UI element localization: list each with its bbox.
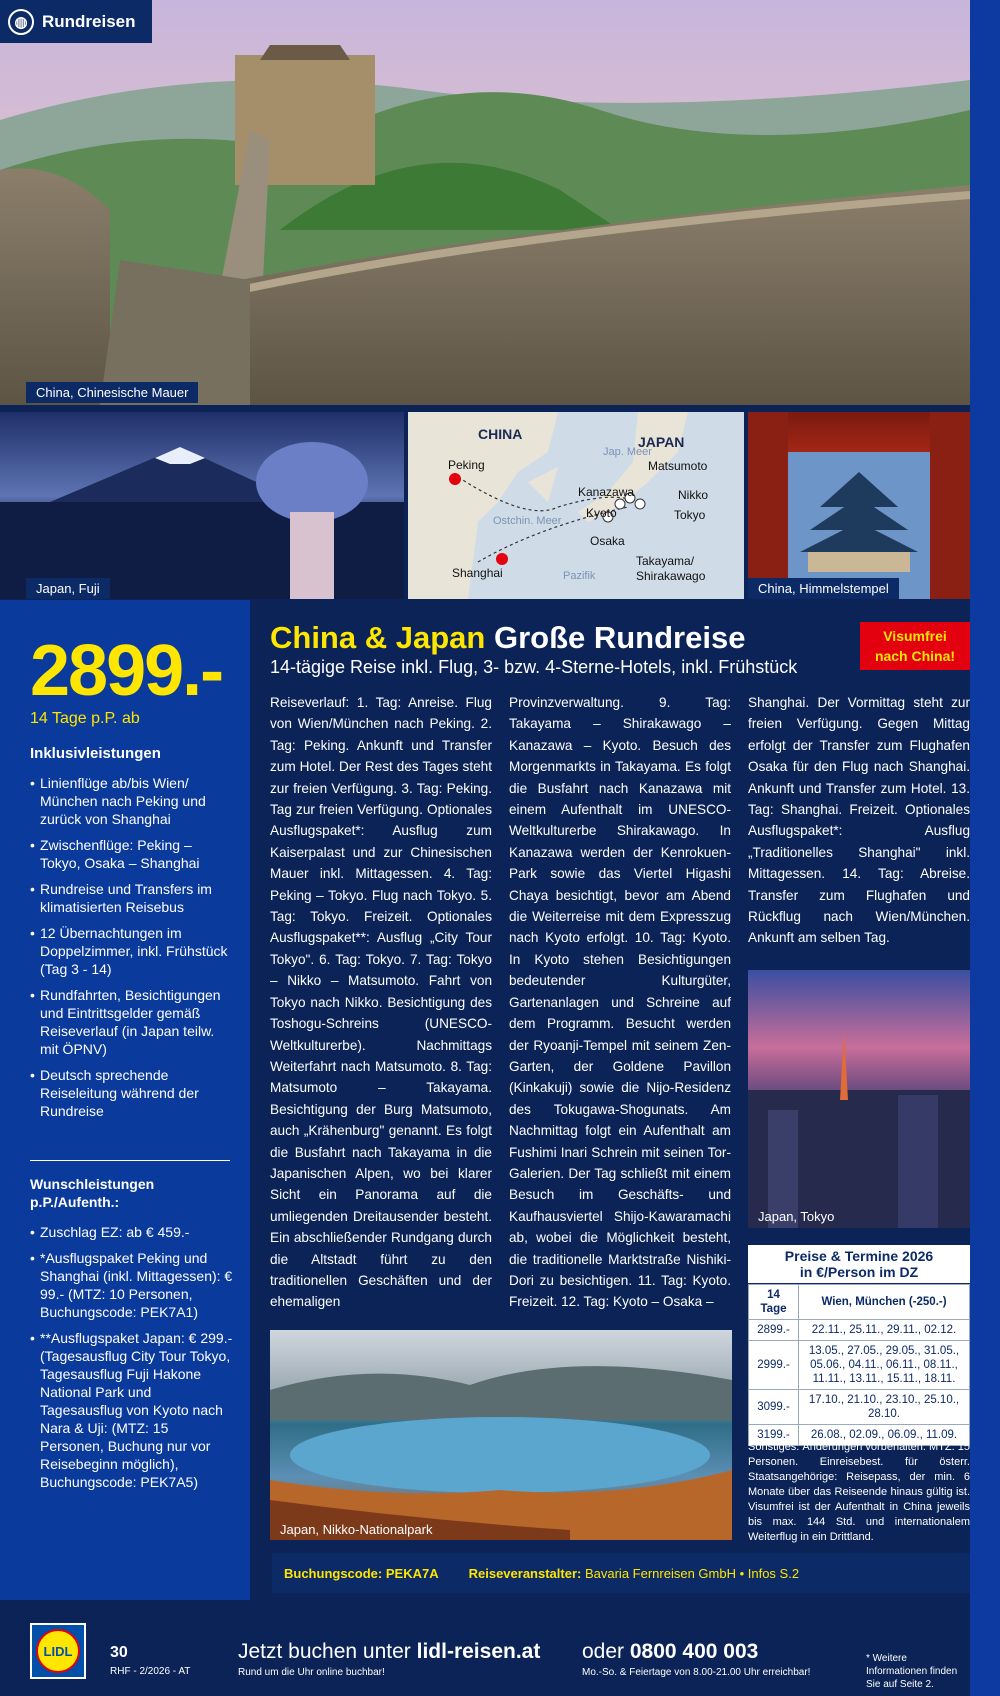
- phone-line: [582, 1640, 758, 1664]
- website-link[interactable]: lidl-reisen.at: [416, 1640, 541, 1663]
- extras-block: [30, 1175, 235, 1499]
- col-header-departure: Wien, München (-250.-): [799, 1285, 970, 1320]
- table-row: [749, 1320, 970, 1341]
- footer-info: * Weitere Informationen finden Sie auf Seite 2.: [866, 1653, 958, 1690]
- map-label-pazifik: Pazifik: [563, 570, 596, 582]
- inclusion-item: • Rundreise und Transfers im klimatisierten Reisebus: [30, 880, 235, 916]
- photo-temple: [748, 412, 970, 599]
- booking-code-group: [284, 1566, 439, 1581]
- map-city-nikko: Nikko: [678, 488, 709, 502]
- map-city-osaka: Osaka: [590, 534, 625, 548]
- tour-title: [270, 620, 745, 656]
- itinerary-col-2: Provinzverwaltung. 9. Tag: Takayama – Shirakawago – Kanazawa – Kyoto. Besuch des Morgenmarkts in Takayama. Es folgt die Busfahrt nach Kanazawa mit einem Aufenthalt im UNESCO-Weltkulturerbe Shirakawago. In Kanazawa werden der Kenrokuen-Park sowie das Viertel Higashi Chaya besichtigt, bevor am Abend die Weiterreise mit dem Expresszug nach Kyoto erfolgt. 10. Tag: Kyoto. In Kyoto stehen Besichtigungen bedeutender Kulturgüter, Gartenanlagen und Schreine auf dem Programm. Besucht werden der Ryoanji-Tempel mit seinem Zen-Garten, der Goldene Pavillon (Kinkakuji) sowie die Nijo-Residenz des Tokugawa-Shogunats. Am Nachmittag folgt ein Aufenthalt am Fushimi Inari Schrein mit seinen Tor-Galerien. Der Tag schließt mit einem Besuch im Geschäfts- und Kaufhausviertel Shijo-Kawaramachi ab, wobei die Möglichkeit besteht, die traditionelle Marktstraße Nishiki-Dori zu besichtigen. 11. Tag: Kyoto. Freizeit. 12. Tag: Kyoto – Osaka –: [509, 695, 731, 1310]
- table-header-row: [749, 1285, 970, 1320]
- row-price: 2999.-: [749, 1341, 799, 1390]
- map-city-kyoto: Kyoto: [586, 506, 617, 520]
- operator-group: [469, 1566, 799, 1581]
- edition-code: RHF - 2/2026 - AT: [110, 1666, 191, 1677]
- table-row: [749, 1341, 970, 1390]
- prices-subtitle: in €/Person im DZ: [799, 1264, 919, 1280]
- map-city-kanazawa: Kanazawa: [578, 485, 635, 499]
- price-amount: 2899.-: [30, 631, 223, 711]
- row-price: 3199.-: [749, 1425, 799, 1446]
- map-city-takayama: Takayama/ Shirakawago: [636, 554, 706, 583]
- booking-code: PEKA7A: [385, 1565, 439, 1581]
- visa-badge-line2: nach China!: [874, 648, 956, 664]
- row-dates: 22.11., 25.11., 29.11., 02.12.: [799, 1320, 970, 1341]
- table-row: [749, 1390, 970, 1425]
- divider: [30, 1160, 230, 1161]
- caption-temple: China, Himmelstempel: [748, 578, 899, 599]
- caption-tokyo: Japan, Tokyo: [758, 1209, 835, 1224]
- tour-title-part2: Große Rundreise: [493, 620, 746, 655]
- row-dates: 26.08., 02.09., 06.09., 11.09.: [799, 1425, 970, 1446]
- caption-hero: China, Chinesische Mauer: [26, 382, 198, 403]
- section-label: Rundreisen: [42, 11, 136, 31]
- prices-grid: [748, 1284, 970, 1446]
- prices-table: [748, 1245, 970, 1446]
- row-dates: 13.05., 27.05., 29.05., 31.05., 05.06., 04.11., 06.11., 08.11., 11.11., 13.11., 15.11., 18.11.: [799, 1341, 970, 1390]
- temple-illustration: [748, 412, 970, 599]
- photo-fuji: [0, 412, 404, 599]
- phone-prefix: oder: [582, 1640, 625, 1663]
- itinerary-col-1: Reiseverlauf: 1. Tag: Anreise. Flug von Wien/München nach Peking. 2. Tag: Peking. Ankunft und Transfer zum Hotel. Der Rest des Tages steht zur freien Verfügung. 3. Tag: Peking. Tag zur freien Verfügung. Optionales Ausflugspaket*: Ausflug zum Kaiserpalast und zur Chinesischen Mauer inkl. Mittagessen. 4. Tag: Peking – Tokyo. Flug nach Tokyo. 5. Tag: Tokyo. Freizeit. Optionales Ausflugspaket**: Ausflug „City Tour Tokyo". 6. Tag: Tokyo. 7. Tag: Tokyo – Nikko – Matsumoto. Fahrt von Tokyo nach Nikko. Besichtigung des Toshogu-Schreins (UNESCO-Weltkulturerbe). Nachmittags Weiterfahrt nach Matsumoto. 8. Tag: Matsumoto – Takayama. Besichtigung der Burg Matsumoto, auch „Krähenburg" genannt. Es folgt die Busfahrt nach Takayama in die Japanischen Alpen, wo bei klarer Sicht ein Panorama auf die umliegenden Dreitausender besteht. Ein abschließender Rundgang durch die Altstadt führt zu den traditionellen Geschäften und der ehemaligen: [270, 695, 492, 1310]
- tour-title-part1: China & Japan: [270, 620, 486, 655]
- inclusions-list: [30, 774, 235, 1120]
- book-text: Jetzt buchen unter: [238, 1640, 411, 1663]
- tokyo-illustration: [748, 970, 970, 1228]
- prices-table-title: [748, 1245, 970, 1284]
- map-city-tokyo: Tokyo: [674, 508, 706, 522]
- extras-heading: Wunschleistungen p.P./Aufenth.:: [30, 1176, 155, 1210]
- visa-badge-line1: Visumfrei: [883, 628, 947, 644]
- extra-item: • *Ausflugspaket Peking und Shanghai (inkl. Mittagessen): € 99.- (MTZ: 10 Personen, Buchungscode: PEK7A1): [30, 1249, 235, 1321]
- extras-list: [30, 1223, 235, 1491]
- book-online-sub: Rund um die Uhr online buchbar!: [238, 1667, 385, 1678]
- inclusion-item: • Zwischenflüge: Peking – Tokyo, Osaka – Shanghai: [30, 836, 235, 872]
- page-number: 30: [110, 1644, 128, 1661]
- inclusion-item: • Rundfahrten, Besichtigungen und Eintrittsgelder gemäß Reiseverlauf (in Japan teilw. mit ÖPNV): [30, 986, 235, 1058]
- price-note: 14 Tage p.P. ab: [30, 710, 140, 727]
- fuji-illustration: [0, 412, 404, 599]
- itinerary-col-3: Shanghai. Der Vormittag steht zur freien Verfügung. Gegen Mittag erfolgt der Transfer zum Flughafen Osaka für den Flug nach Shanghai. Ankunft und Transfer zum Hotel. 13. Tag: Shanghai. Freizeit. Optionales Ausflugspaket*: Ausflug „Traditionelles Shanghai" inkl. Mittagessen. 14. Tag: Abreise. Transfer zum Flughafen und Rückflug nach Wien/München. Ankunft am selben Tag.: [748, 695, 970, 946]
- caption-fuji: Japan, Fuji: [26, 578, 110, 599]
- extra-item: • **Ausflugspaket Japan: € 299.- (Tagesausflug City Tour Tokyo, Tagesausflug Fuji Hakone National Park und Tagesausflug von Kyoto nach Nara & Uji: (MTZ: 15 Personen, Buchung nur vor Reisebeginn möglich), Buchungscode: PEK7A5): [30, 1329, 235, 1491]
- prices-title: Preise & Termine 2026: [784, 1248, 934, 1264]
- photo-tokyo: [748, 970, 970, 1228]
- tour-subtitle: 14-tägige Reise inkl. Flug, 3- bzw. 4-Sterne-Hotels, inkl. Frühstück: [270, 657, 798, 677]
- book-online-line: [238, 1640, 540, 1664]
- map-label-china: CHINA: [478, 426, 523, 442]
- inclusion-item: • Deutsch sprechende Reiseleitung während der Rundreise: [30, 1066, 235, 1120]
- inclusion-item: • 12 Übernachtungen im Doppelzimmer, inkl. Frühstück (Tag 3 - 14): [30, 924, 235, 978]
- caption-nikko: Japan, Nikko-Nationalpark: [280, 1522, 433, 1537]
- inclusion-item: • Linienflüge ab/bis Wien/ München nach Peking und zurück von Shanghai: [30, 774, 235, 828]
- col-header-duration: 14 Tage: [749, 1285, 799, 1320]
- great-wall-illustration: [0, 0, 970, 405]
- visa-free-badge: [860, 622, 970, 670]
- booking-bar: [272, 1553, 970, 1593]
- right-edge-strip: [970, 0, 1000, 1696]
- map-city-shanghai: Shanghai: [452, 566, 503, 580]
- map-label-japan: JAPAN: [638, 434, 685, 450]
- lidl-logo[interactable]: [30, 1623, 86, 1679]
- booking-code-label: Buchungscode:: [284, 1565, 383, 1581]
- operator-name: Bavaria Fernreisen GmbH • Infos S.2: [584, 1565, 800, 1581]
- map-label-ostchin-meer: Ostchin. Meer: [493, 515, 562, 527]
- photo-nikko: [270, 1330, 732, 1540]
- phone-number[interactable]: 0800 400 003: [629, 1640, 759, 1663]
- map-label-jap-meer: Jap. Meer: [603, 446, 652, 458]
- row-price: 3099.-: [749, 1390, 799, 1425]
- map-city-matsumoto: Matsumoto: [648, 459, 708, 473]
- inclusions-heading: Inklusivleistungen: [30, 745, 161, 762]
- row-price: 2899.-: [749, 1320, 799, 1341]
- globe-icon: ◍: [8, 9, 34, 35]
- section-badge: [0, 0, 152, 43]
- operator-label: Reiseveranstalter:: [468, 1565, 582, 1581]
- row-dates: 17.10., 21.10., 23.10., 25.10., 28.10.: [799, 1390, 970, 1425]
- nikko-illustration: [270, 1330, 732, 1540]
- misc-notes: Sonstiges: Änderungen vorbehalten. MTZ: 15 Personen. Einreisebest. für österr. Staatsangehörige: Reisepass, der min. 6 Monate über das Reiseende hinaus gültig ist. Visumfrei ist der Aufenthalt in China jeweils bis max. 144 Std. und internationalem Weiterflug in ein Drittland.: [748, 1441, 970, 1543]
- hero-photo-great-wall: [0, 0, 970, 405]
- inclusions-block: [30, 745, 235, 1128]
- route-map: [408, 412, 744, 599]
- map-city-peking: Peking: [448, 458, 485, 472]
- extra-item: • Zuschlag EZ: ab € 459.-: [30, 1223, 235, 1241]
- phone-sub: Mo.-So. & Feiertage von 8.00-21.00 Uhr erreichbar!: [582, 1667, 811, 1678]
- lidl-logo-circle: LIDL: [36, 1629, 80, 1673]
